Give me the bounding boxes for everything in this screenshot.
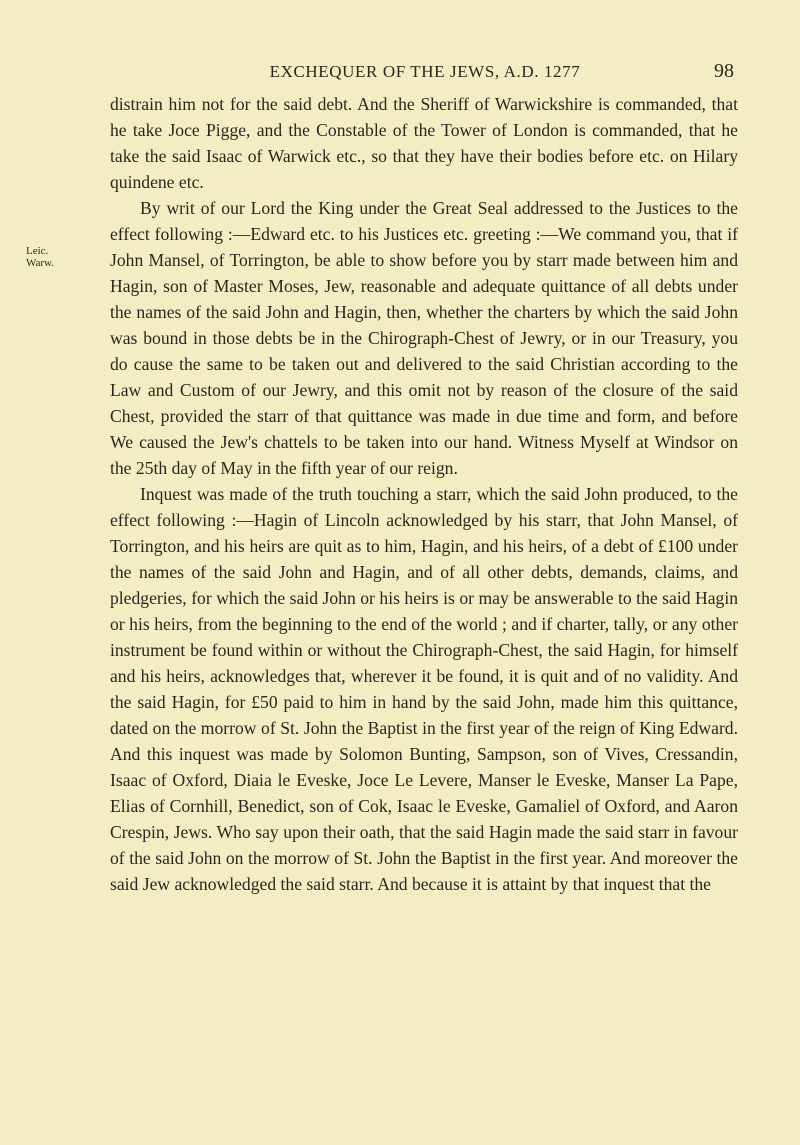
margin-note-county-2: Warw. (26, 257, 55, 269)
paragraph: Inquest was made of the truth touching a starr, which the said John produced, to the effect following :—Hagin of Lincoln acknowledged by his starr, that John Mansel, of Torrington, and his heirs are quit as to him, Hagin, and his heirs, of a debt of £100 under the names of the said John and Hagin, and of all other debts, demands, claims, and pledgeries, for which the said John or his heirs is or may be answerable to the said Hagin or his heirs, from the beginning to the end of the world ; and if charter, tally, or any other instrument be found within or without the Chirograph-Chest, the said Hagin, for himself and his heirs, acknowledges that, wherever it be found, it is quit and of no validity. And the said Hagin, for £50 paid to him in hand by the said John, made him this quittance, dated on the morrow of St. John the Baptist in the first year of the reign of King Edward. And this inquest was made by Solomon Bunting, Sampson, son of Vives, Cressandin, Isaac of Oxford, Diaia le Eveske, Joce Le Levere, Manser le Eveske, Manser La Pape, Elias of Cornhill, Benedict, son of Cok, Isaac le Eveske, Gamaliel of Oxford, and Aaron Crespin, Jews. Who say upon their oath, that the said Hagin made the said starr in favour of the said John on the morrow of St. John the Baptist in the first year. And moreover the said Jew acknowledged the said starr. And because it is attaint by that inquest that the (110, 484, 738, 894)
paragraph: distrain him not for the said debt. And the Sheriff of Warwickshire is commanded, that he take Joce Pigge, and the Constable of the Tower of London is commanded, that he take the said Isaac of Warwick etc., so that they have their bodies before etc. on Hilary quindene etc. (110, 94, 738, 192)
margin-note (26, 245, 82, 269)
margin-note-county-1: Leic. (26, 245, 49, 257)
paragraph: By writ of our Lord the King under the Great Seal addressed to the Justices to the effect following :—Edward etc. to his Justices etc. greeting :—We command you, that if John Mansel, of Torrington, be able to show before you by starr made between him and Hagin, son of Master Moses, Jew, reasonable and adequate quittance of all debts under the names of the said John and Hagin, then, whether the charters by which the said John was bound in those debts be in the Chirograph-Chest of Jewry, or in our Treasury, you do cause the same to be taken out and delivered to the said Christian according to the Law and Custom of our Jewry, and this omit not by reason of the closure of the said Chest, provided the starr of that quittance was made in due time and form, and before We caused the Jew's chattels to be taken into our hand. Witness Myself at Windsor on the 25th day of May in the fifth year of our reign. (110, 198, 738, 478)
body-text (110, 91, 738, 897)
page-header (0, 62, 800, 86)
running-title: EXCHEQUER OF THE JEWS, A.D. 1277 (269, 62, 581, 81)
page-number: 98 (714, 60, 734, 82)
